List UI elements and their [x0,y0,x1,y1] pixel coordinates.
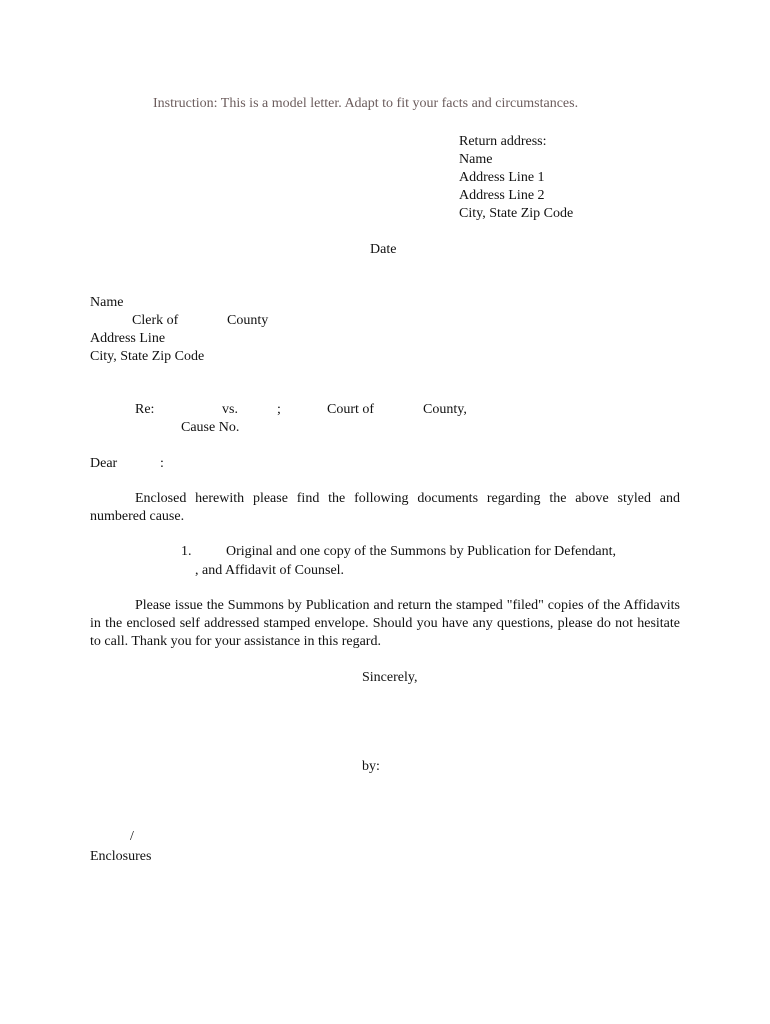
initials-slash: / [130,829,134,844]
instruction-note: Instruction: This is a model letter. Adapt to fit your facts and circumstances. [153,96,579,111]
item-line-2: , and Affidavit of Counsel. [195,563,345,578]
enclosures-label: Enclosures [90,849,152,864]
return-address-line1: Address Line 1 [459,170,545,185]
re-county: County, [423,402,467,417]
item-line-1: Original and one copy of the Summons by Publication for Defendant, [226,544,616,559]
salutation-colon: : [160,456,164,471]
re-label: Re: [135,402,155,417]
re-semicolon: ; [277,402,281,417]
return-address-line2: Address Line 2 [459,188,545,203]
re-cause-no: Cause No. [181,420,240,435]
salutation-dear: Dear [90,456,118,471]
body-paragraph-1: Enclosed herewith please find the following documents regarding the above styled and numbered cause. [90,491,680,524]
re-court-of: Court of [327,402,375,417]
recipient-county: County [227,313,269,328]
closing-by: by: [362,759,380,774]
recipient-city-state-zip: City, State Zip Code [90,349,205,364]
body-paragraph-2: Please issue the Summons by Publication and return the stamped "filed" copies of the Affidavits in the enclosed self addressed stamped envelope. Should you have any questions, please do not hesitate to call. Thank you for your assistance in this regard. [90,598,680,649]
re-vs: vs. [222,402,238,417]
recipient-address: Address Line [90,331,166,346]
closing-sincerely: Sincerely, [362,670,418,685]
recipient-name: Name [90,295,124,310]
recipient-clerk-of: Clerk of [132,313,179,328]
return-address-name: Name [459,152,493,167]
date-label: Date [370,242,397,257]
return-address-city-state-zip: City, State Zip Code [459,206,574,221]
item-number: 1. [181,544,192,559]
return-address-label: Return address: [459,134,547,149]
